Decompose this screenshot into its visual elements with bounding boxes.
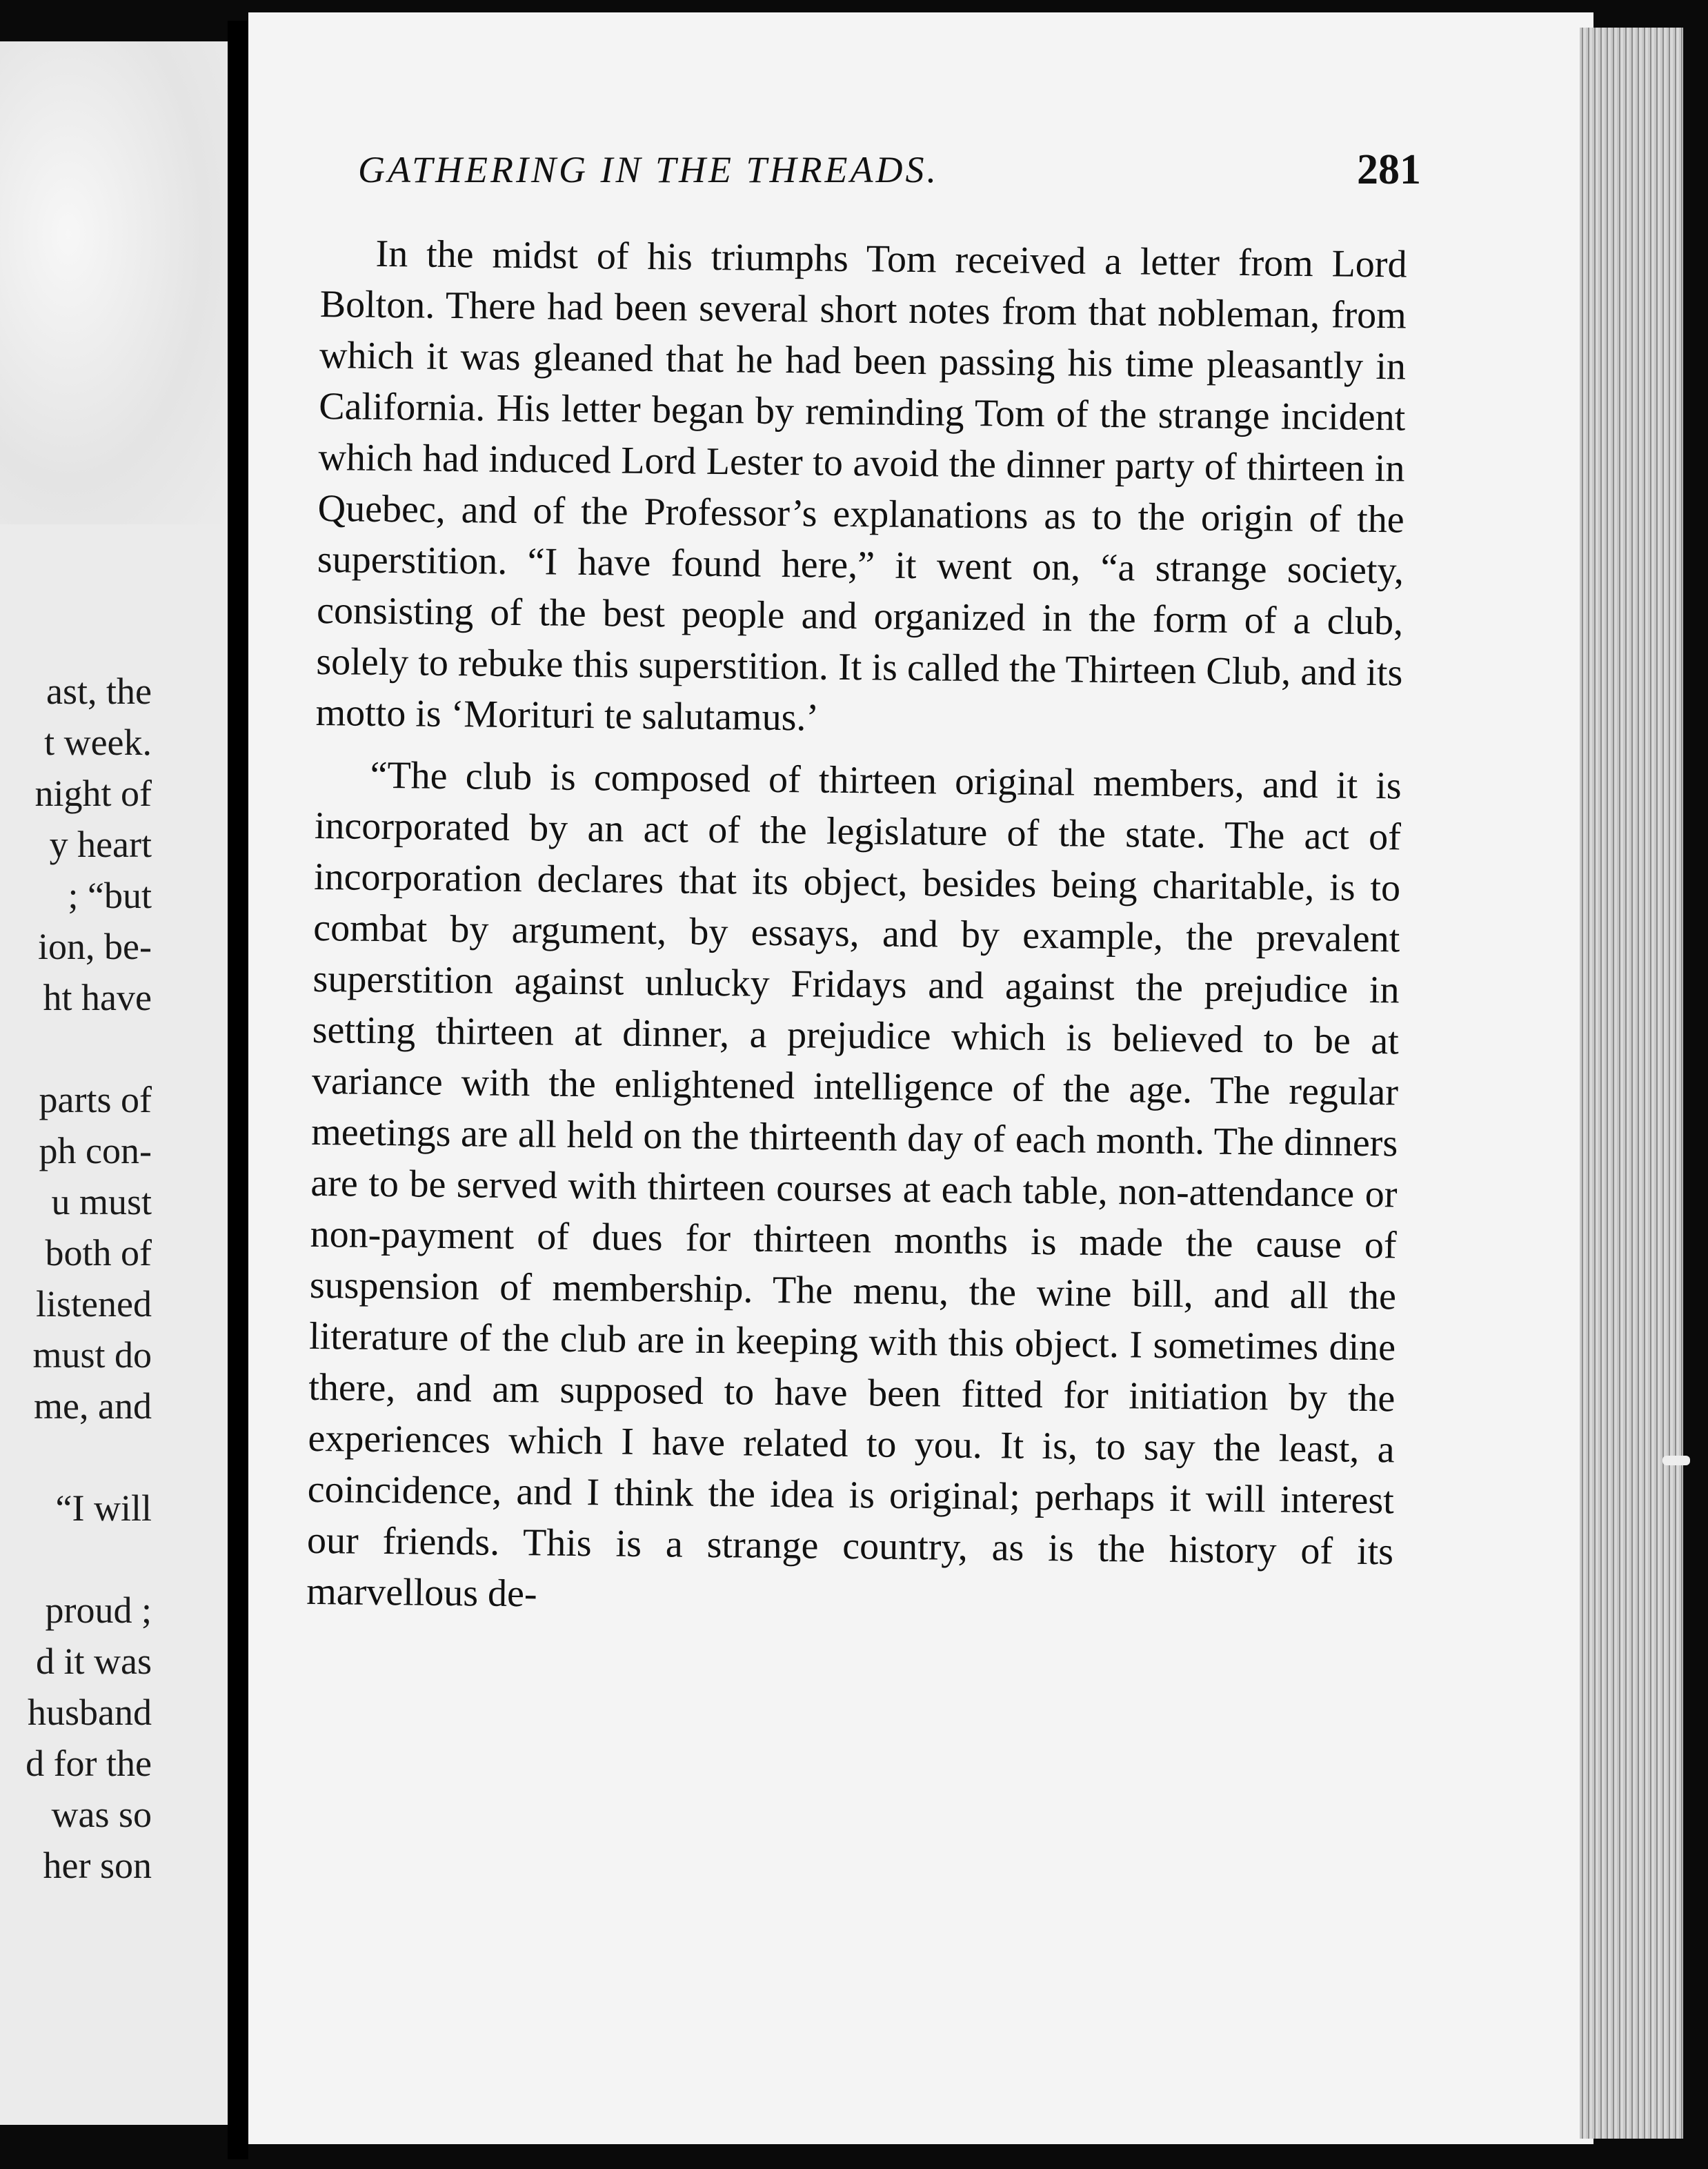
- left-line: night of: [34, 773, 152, 814]
- left-line: ph con-: [39, 1130, 152, 1171]
- left-line: parts of: [39, 1079, 152, 1120]
- left-line: u must: [51, 1181, 152, 1222]
- left-line: listened: [36, 1283, 152, 1325]
- left-line: ht have: [43, 977, 152, 1018]
- left-line: both of: [45, 1232, 152, 1274]
- left-line: husband: [28, 1692, 152, 1733]
- left-line: “I will: [55, 1487, 152, 1529]
- left-line-gap: [0, 1023, 152, 1074]
- left-line: t week.: [44, 722, 152, 763]
- paragraph-2: “The club is composed of thirteen original members, and it is incorporated by an act of the legislature of the state. The act of incorporation declares that its object, besides being charitable, is to combat by argument, by essays, and by example, the prevalent superstition against unlucky Fridays and against the prejudice in setting thirteen at dinner, a prejudice which is believed to be at variance with the enlightened intelligence of the age. The regular meetings are all held on the thirteenth day of each month. The dinners are to be served with thirteen courses at each table, non-attendance or non-payment of dues for thirteen months is made the cause of suspension of membership. The menu, the wine bill, and all the literature of the club are in keeping with this object. I sometimes dine there, and am supposed to have been fitted for initiation by the experiences which I have related to you. It is, to say the least, a coincidence, and I think the idea is original; perhaps it will interest our friends. This is a strange country, as is the history of its marvellous de-: [306, 753, 1402, 1616]
- page-number: 281: [1357, 146, 1421, 193]
- left-line: ast, the: [46, 671, 152, 712]
- left-line: her son: [43, 1845, 152, 1886]
- page-header: [290, 141, 1449, 197]
- left-line: ; “but: [68, 875, 152, 916]
- book-gutter: [228, 21, 248, 2159]
- left-facing-page: [0, 41, 228, 2125]
- left-line: me, and: [34, 1385, 152, 1427]
- left-page-text: [0, 666, 152, 1891]
- left-line: d it was: [36, 1641, 152, 1682]
- left-line: d for the: [26, 1743, 152, 1784]
- left-line: was so: [51, 1794, 152, 1835]
- left-line-gap: [0, 1432, 152, 1483]
- running-head: GATHERING IN THE THREADS.: [358, 149, 939, 190]
- page-edges: [1580, 28, 1683, 2139]
- page-body: [306, 228, 1407, 1628]
- left-line-gap: [0, 1534, 152, 1585]
- left-line: proud ;: [45, 1589, 152, 1631]
- scan-speck: [1662, 1456, 1690, 1465]
- left-line: y heart: [49, 824, 152, 865]
- paragraph-1: In the midst of his triumphs Tom received a letter from Lord Bolton. There had been several short notes from that nobleman, from which it was gleaned that he had been passing his time pleasantly in California. His letter began by reminding Tom of the strange incident which had induced Lord Lester to avoid the dinner party of thirteen in Quebec, and of the Professor’s explanations as to the origin of the superstition. “I have found here,” it went on, “a strange society, consisting of the best people and organized in the form of a club, solely to rebuke this superstition. It is called the Thirteen Club, and its motto is ‘Morituri te salutamus.’: [315, 232, 1407, 740]
- page-stain: [0, 41, 228, 524]
- left-line: must do: [32, 1334, 152, 1376]
- left-line: ion, be-: [38, 926, 152, 967]
